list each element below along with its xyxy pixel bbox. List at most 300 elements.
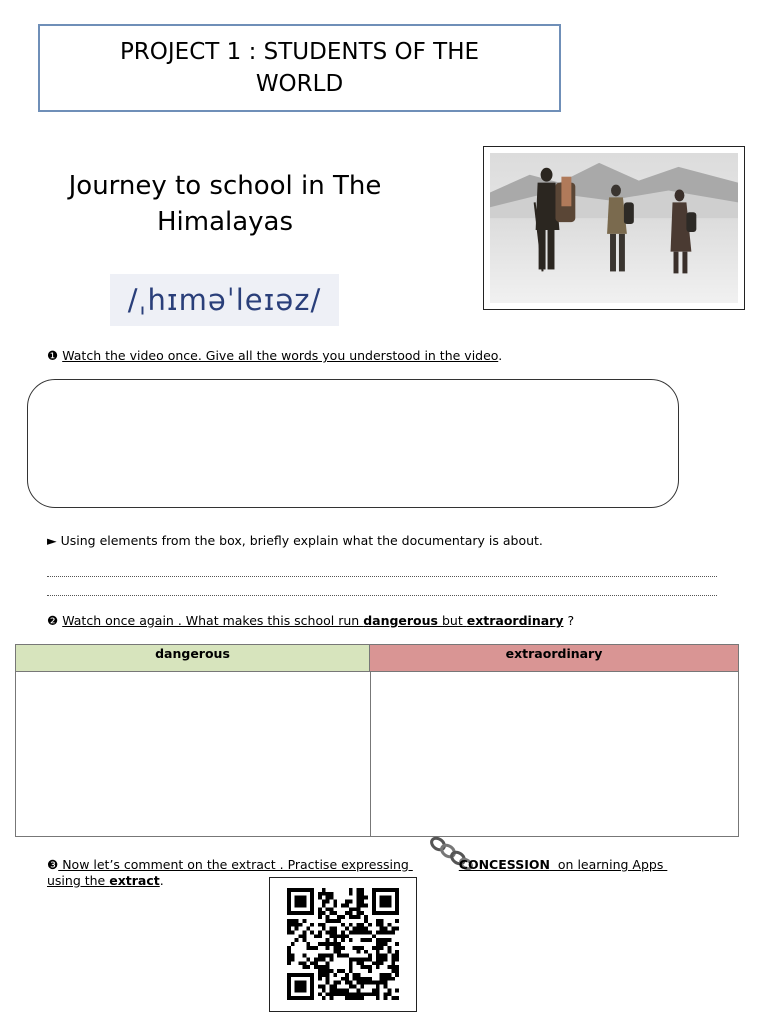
arrow-bullet-icon: ► (47, 533, 57, 548)
qr-module (287, 927, 291, 931)
qr-module (357, 915, 361, 919)
qr-module (380, 930, 384, 934)
qr-module (357, 958, 361, 962)
qr-module (306, 965, 310, 969)
qr-module (329, 942, 333, 946)
task-3-line-2-end: . (159, 873, 164, 888)
qr-module (357, 946, 361, 950)
extraordinary-answer-cell[interactable] (371, 672, 738, 836)
qr-module (360, 888, 364, 892)
qr-module (380, 958, 384, 962)
qr-module (341, 992, 345, 996)
qr-module (291, 923, 295, 927)
qr-module (329, 930, 333, 934)
qr-module (357, 996, 361, 1000)
qr-module (302, 961, 306, 965)
qr-module (341, 938, 345, 942)
qr-module (357, 977, 361, 981)
qr-module (345, 900, 349, 904)
qr-module (326, 946, 330, 950)
qr-module (322, 911, 326, 915)
qr-module (368, 977, 372, 981)
qr-module (329, 954, 333, 958)
qr-module (372, 981, 376, 985)
qr-module (333, 946, 337, 950)
qr-module (329, 996, 333, 1000)
qr-module (364, 965, 368, 969)
qr-module (384, 985, 388, 989)
qr-module (380, 923, 384, 927)
dangerous-answer-cell[interactable] (16, 672, 370, 836)
qr-module (364, 927, 368, 931)
task-2-word-dangerous: dangerous (363, 613, 438, 628)
qr-module (357, 950, 361, 954)
qr-module (318, 985, 322, 989)
qr-module (391, 958, 395, 962)
qr-module (353, 946, 357, 950)
lesson-subtitle (40, 168, 410, 240)
qr-module (314, 934, 318, 938)
qr-module (353, 977, 357, 981)
qr-module (310, 930, 314, 934)
qr-module (333, 900, 337, 904)
qr-module (302, 919, 306, 923)
qr-module (341, 915, 345, 919)
qr-module (349, 911, 353, 915)
qr-module (395, 919, 399, 923)
qr-module (387, 992, 391, 996)
qr-module (360, 930, 364, 934)
qr-module (360, 996, 364, 1000)
qr-module (299, 961, 303, 965)
task-3-line-1 (47, 857, 737, 873)
qr-module (341, 977, 345, 981)
qr-module (326, 965, 330, 969)
qr-module (341, 903, 345, 907)
subtitle-line-1: Journey to school in The (68, 171, 382, 201)
qr-module (384, 992, 388, 996)
qr-module (291, 954, 295, 958)
qr-module (380, 973, 384, 977)
qr-module (322, 988, 326, 992)
answer-line-2[interactable] (47, 595, 717, 596)
qr-module (384, 958, 388, 962)
qr-module (341, 946, 345, 950)
qr-module (364, 896, 368, 900)
qr-module (322, 888, 326, 892)
qr-module (345, 911, 349, 915)
qr-module (337, 942, 341, 946)
qr-module (322, 958, 326, 962)
qr-module (326, 907, 330, 911)
qr-module (326, 915, 330, 919)
qr-module (380, 954, 384, 958)
qr-module (341, 954, 345, 958)
qr-module (349, 930, 353, 934)
task-3-extract: extract (109, 873, 160, 888)
qr-module (329, 892, 333, 896)
qr-module (322, 942, 326, 946)
qr-module (322, 996, 326, 1000)
qr-module (302, 965, 306, 969)
qr-module (322, 954, 326, 958)
qr-module (337, 988, 341, 992)
qr-module (322, 900, 326, 904)
qr-module (368, 958, 372, 962)
task-3-text-a: Now let’s comment on the extract . Practise expressing (58, 857, 413, 872)
qr-module (395, 965, 399, 969)
qr-module (357, 907, 361, 911)
bullet-2: ❷ (47, 613, 59, 628)
qr-module (357, 896, 361, 900)
qr-module (333, 981, 337, 985)
qr-module (295, 938, 299, 942)
qr-module (387, 946, 391, 950)
qr-module (391, 969, 395, 973)
qr-module (333, 938, 337, 942)
qr-module (306, 942, 310, 946)
qr-module (326, 977, 330, 981)
qr-module (353, 907, 357, 911)
qr-module (326, 973, 330, 977)
qr-module (360, 965, 364, 969)
qr-module (360, 946, 364, 950)
qr-module (349, 938, 353, 942)
qr-module (337, 934, 341, 938)
task-3-text-b: on learning Apps (549, 857, 668, 872)
qr-module (391, 965, 395, 969)
qr-module (360, 961, 364, 965)
qr-module (287, 958, 291, 962)
task-3-line-2-text: using the (47, 873, 110, 888)
qr-module (310, 946, 314, 950)
qr-module (357, 961, 361, 965)
qr-module (376, 938, 380, 942)
qr-module (360, 977, 364, 981)
qr-module (380, 942, 384, 946)
qr-module (364, 977, 368, 981)
qr-module (302, 930, 306, 934)
qr-module (384, 981, 388, 985)
qr-module (360, 981, 364, 985)
qr-module (349, 907, 353, 911)
qr-module (360, 896, 364, 900)
qr-module (364, 950, 368, 954)
qr-module (376, 958, 380, 962)
qr-module (368, 923, 372, 927)
qr-module (345, 996, 349, 1000)
qr-module (291, 919, 295, 923)
qr-module (287, 919, 291, 923)
qr-module (387, 923, 391, 927)
qr-module (391, 930, 395, 934)
qr-module (326, 969, 330, 973)
qr-module (349, 992, 353, 996)
qr-module (364, 981, 368, 985)
qr-module (318, 965, 322, 969)
qr-module (391, 954, 395, 958)
himalaya-trekkers-photo (483, 146, 745, 310)
qr-module (380, 977, 384, 981)
qr-module (387, 977, 391, 981)
qr-module (376, 965, 380, 969)
qr-module (357, 981, 361, 985)
words-answer-box[interactable] (27, 379, 679, 508)
qr-module (329, 988, 333, 992)
qr-module (349, 892, 353, 896)
qr-module (322, 892, 326, 896)
qr-module (395, 988, 399, 992)
qr-module (395, 927, 399, 931)
qr-module (349, 969, 353, 973)
qr-module (368, 992, 372, 996)
qr-module (322, 903, 326, 907)
task-1-end: . (498, 348, 503, 363)
task-3-concession: CONCESSION (458, 857, 550, 872)
qr-module (345, 934, 349, 938)
qr-module (387, 988, 391, 992)
qr-module (376, 996, 380, 1000)
qr-module (295, 927, 299, 931)
qr-code[interactable] (286, 888, 400, 1000)
subtitle-line-2: Himalayas (156, 207, 294, 237)
qr-module (314, 961, 318, 965)
qr-module (384, 996, 388, 1000)
qr-module (376, 992, 380, 996)
qr-finder-pattern (295, 896, 307, 908)
qr-module (318, 973, 322, 977)
qr-module (318, 992, 322, 996)
qr-module (376, 919, 380, 923)
qr-module (349, 958, 353, 962)
qr-module (306, 927, 310, 931)
qr-module (345, 977, 349, 981)
qr-module (387, 950, 391, 954)
qr-module (337, 950, 341, 954)
qr-module (287, 961, 291, 965)
project-title: PROJECT 1 : STUDENTS OF THE WORLD (119, 39, 480, 97)
qr-module (391, 961, 395, 965)
qr-module (345, 981, 349, 985)
qr-module (353, 973, 357, 977)
qr-module (333, 927, 337, 931)
qr-module (318, 934, 322, 938)
qr-module (357, 911, 361, 915)
qr-module (337, 969, 341, 973)
qr-module (391, 927, 395, 931)
qr-module (360, 911, 364, 915)
explain-text: Using elements from the box, briefly explain what the documentary is about. (60, 533, 543, 548)
qr-module (372, 988, 376, 992)
phonetic-text: /ˌhɪməˈleɪəz/ (127, 283, 322, 317)
qr-module (326, 930, 330, 934)
qr-module (372, 934, 376, 938)
qr-module (372, 992, 376, 996)
qr-module (380, 919, 384, 923)
qr-module (357, 973, 361, 977)
qr-module (349, 981, 353, 985)
qr-module (341, 934, 345, 938)
qr-module (380, 961, 384, 965)
qr-module (364, 903, 368, 907)
qr-module (345, 927, 349, 931)
qr-module (326, 900, 330, 904)
qr-module (322, 965, 326, 969)
qr-module (376, 923, 380, 927)
qr-module (333, 934, 337, 938)
qr-module (353, 927, 357, 931)
column-header-dangerous (16, 645, 370, 672)
qr-module (384, 973, 388, 977)
qr-module (349, 888, 353, 892)
qr-module (357, 900, 361, 904)
qr-module (333, 942, 337, 946)
qr-code-frame (269, 877, 417, 1012)
qr-module (326, 892, 330, 896)
bullet-3: ❸ (47, 857, 59, 872)
qr-module (287, 923, 291, 927)
qr-module (337, 919, 341, 923)
qr-module (360, 900, 364, 904)
qr-module (333, 988, 337, 992)
column-header-extraordinary (370, 645, 738, 672)
qr-module (364, 915, 368, 919)
qr-module (326, 992, 330, 996)
task-1-text: Watch the video once. Give all the words you understood in the video (62, 348, 499, 363)
qr-module (299, 934, 303, 938)
qr-module (345, 992, 349, 996)
qr-module (368, 938, 372, 942)
qr-module (368, 981, 372, 985)
qr-module (329, 992, 333, 996)
qr-module (302, 954, 306, 958)
answer-line-1[interactable] (47, 576, 717, 577)
comparison-table (15, 644, 739, 837)
qr-module (326, 942, 330, 946)
qr-module (337, 915, 341, 919)
qr-module (353, 985, 357, 989)
qr-module (318, 915, 322, 919)
qr-module (368, 930, 372, 934)
qr-module (318, 911, 322, 915)
bullet-1: ❶ (47, 348, 59, 363)
qr-module (357, 892, 361, 896)
qr-module (337, 946, 341, 950)
qr-module (291, 930, 295, 934)
qr-module (333, 992, 337, 996)
qr-module (360, 923, 364, 927)
qr-module (333, 903, 337, 907)
phonetic-transcription (110, 274, 339, 326)
qr-module (349, 985, 353, 989)
column-header-extraordinary-label: extraordinary (505, 646, 603, 661)
qr-module (333, 950, 337, 954)
qr-module (376, 988, 380, 992)
qr-module (395, 942, 399, 946)
qr-module (306, 958, 310, 962)
qr-module (372, 946, 376, 950)
qr-module (329, 911, 333, 915)
qr-module (318, 942, 322, 946)
qr-module (360, 938, 364, 942)
qr-module (333, 985, 337, 989)
qr-module (380, 946, 384, 950)
qr-module (322, 973, 326, 977)
qr-module (387, 938, 391, 942)
qr-module (287, 954, 291, 958)
qr-module (341, 988, 345, 992)
qr-module (380, 938, 384, 942)
qr-module (322, 969, 326, 973)
qr-module (299, 923, 303, 927)
qr-module (364, 938, 368, 942)
qr-module (295, 919, 299, 923)
qr-module (349, 961, 353, 965)
qr-module (357, 927, 361, 931)
qr-module (349, 900, 353, 904)
qr-module (376, 942, 380, 946)
qr-module (306, 946, 310, 950)
qr-module (287, 930, 291, 934)
qr-module (349, 923, 353, 927)
qr-module (360, 903, 364, 907)
qr-module (353, 958, 357, 962)
qr-module (337, 981, 341, 985)
qr-module (384, 977, 388, 981)
qr-module (372, 961, 376, 965)
qr-module (384, 927, 388, 931)
qr-module (395, 950, 399, 954)
qr-module (302, 934, 306, 938)
qr-module (310, 961, 314, 965)
qr-module (329, 969, 333, 973)
task-1-instruction (47, 348, 502, 364)
qr-module (364, 919, 368, 923)
qr-module (376, 961, 380, 965)
qr-module (384, 942, 388, 946)
task-2-text-b: but (438, 613, 467, 628)
qr-module (318, 896, 322, 900)
qr-module (329, 958, 333, 962)
qr-module (329, 907, 333, 911)
qr-module (387, 930, 391, 934)
qr-module (326, 896, 330, 900)
qr-module (318, 892, 322, 896)
qr-module (333, 911, 337, 915)
qr-module (353, 930, 357, 934)
qr-module (349, 915, 353, 919)
qr-module (341, 930, 345, 934)
project-title-box (38, 24, 561, 112)
qr-module (322, 927, 326, 931)
qr-module (364, 992, 368, 996)
explain-instruction (47, 533, 543, 549)
qr-module (295, 923, 299, 927)
qr-module (360, 958, 364, 962)
qr-module (376, 950, 380, 954)
qr-module (395, 958, 399, 962)
qr-module (357, 992, 361, 996)
qr-module (326, 954, 330, 958)
qr-module (357, 888, 361, 892)
qr-module (360, 985, 364, 989)
qr-module (376, 981, 380, 985)
qr-module (333, 919, 337, 923)
qr-finder-pattern (380, 896, 392, 908)
qr-module (387, 973, 391, 977)
qr-module (376, 946, 380, 950)
qr-module (314, 965, 318, 969)
